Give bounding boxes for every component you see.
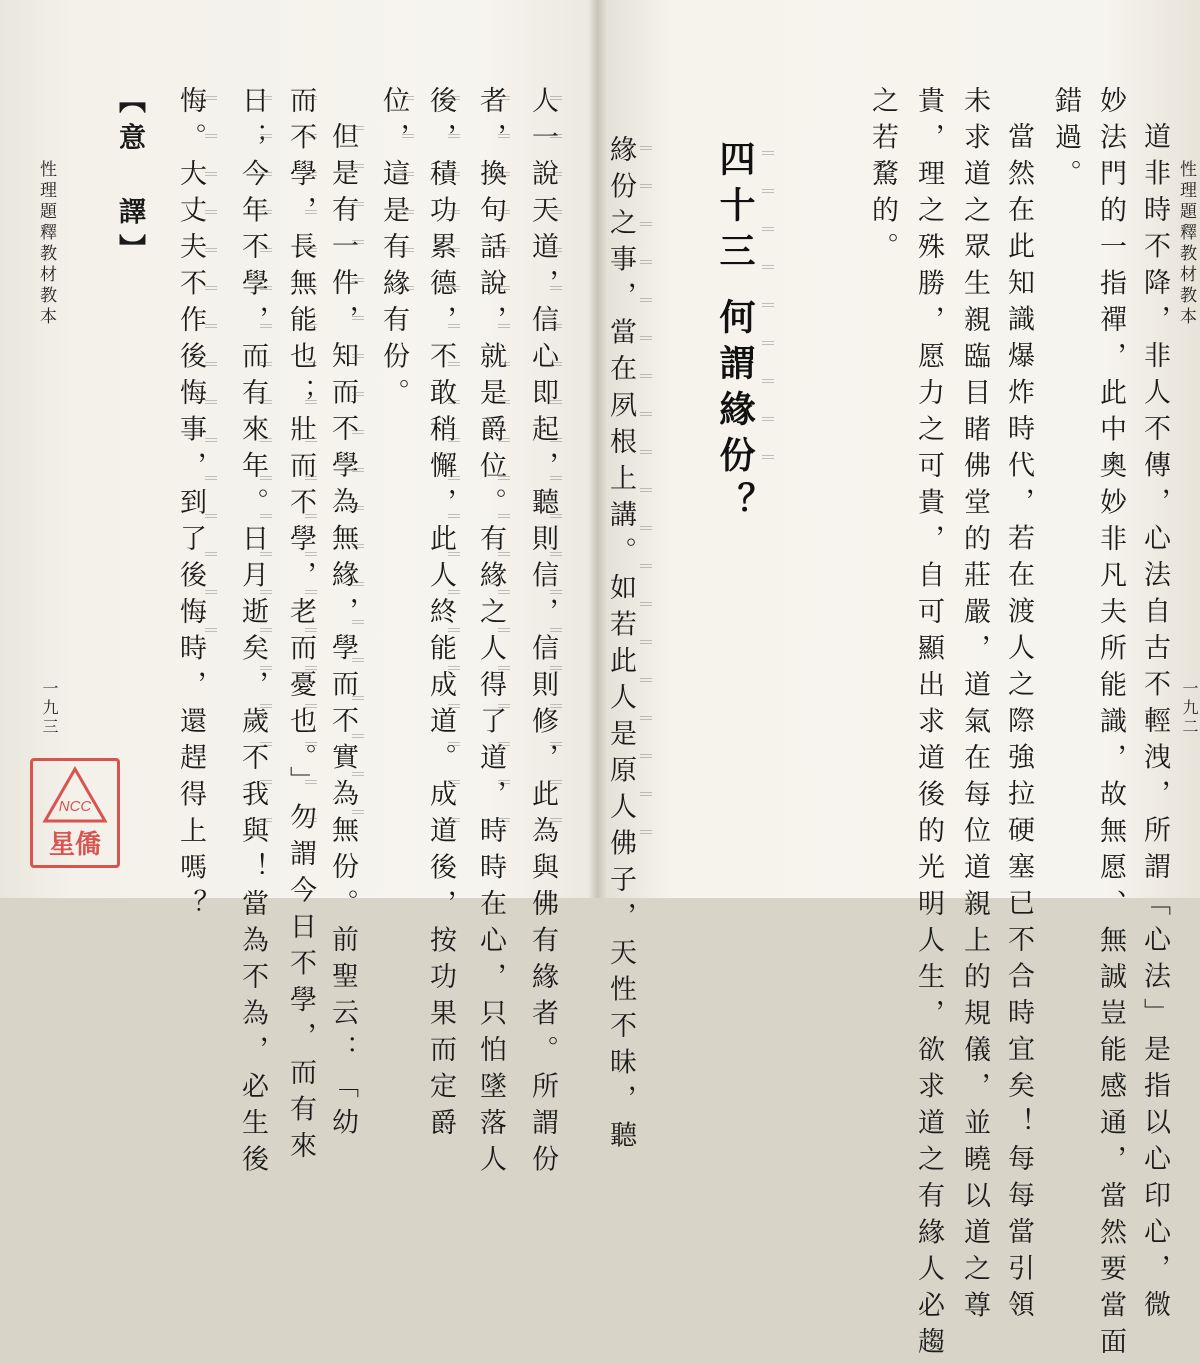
zhuyin-annotation: [550, 90, 562, 840]
left-page: [0, 0, 594, 1181]
text-column: 之若騖的。: [867, 86, 898, 269]
text-column: 位，這是有緣有份。: [378, 86, 409, 415]
running-head-right: 性理題釋教材教本: [1176, 160, 1196, 328]
svg-text:NCC: NCC: [58, 798, 92, 815]
zhuyin-annotation: [305, 90, 317, 840]
publisher-stamp: [30, 758, 120, 868]
text-column: 緣份之事，當在夙根上講。如若此人是原人佛子，天性不昧，聽: [605, 135, 636, 1157]
text-column: 但是有一件，知而不學為無緣，學而不實為無份。前聖云：「幼: [327, 122, 358, 1144]
zhuyin-annotation: [640, 140, 652, 840]
text-column: 妙法門的一指禪，此中奧妙非凡夫所能識，故無愿、無誠豈能感通，當然要當面: [1095, 86, 1126, 1364]
text-column: 當然在此知識爆炸時代，若在渡人之際強拉硬塞已不合時宜矣！每每當引領: [1003, 122, 1034, 1327]
text-column: 後，積功累德，不敢稍懈，此人終能成道。成道後，按功果而定爵: [425, 86, 456, 1145]
zhuyin-annotation: [448, 90, 460, 840]
folio-right: 一九二: [1180, 680, 1199, 737]
zhuyin-annotation: [498, 90, 510, 840]
zhuyin-annotation: [260, 90, 272, 840]
zhuyin-annotation: [762, 145, 774, 475]
zhuyin-annotation: [352, 120, 364, 840]
text-column: 未求道之眾生親臨目睹佛堂的莊嚴，道氣在每位道親上的規儀，並曉以道之尊: [959, 86, 990, 1327]
text-column: 道非時不降，非人不傳，心法自古不輕洩，所謂「心法」是指以心印心，微: [1139, 122, 1170, 1327]
chapter-heading-number: 四十三: [714, 140, 755, 278]
zhuyin-annotation: [402, 90, 414, 290]
chapter-heading-title: 何謂緣份？: [714, 298, 755, 528]
text-column: 者，換句話說，就是爵位。有緣之人得了道，時時在心，只怕墜落人: [475, 86, 506, 1181]
text-column: 悔。大丈夫不作後悔事，到了後悔時，還趕得上嗎？: [175, 86, 206, 926]
right-page: [600, 0, 1200, 1364]
text-column: 人一說天道，信心即起，聽則信，信則修，此為與佛有緣者。所謂份: [527, 86, 558, 1181]
text-column: 而不學，長無能也；壯而不學，老而憂也。」勿謂今日不學，而有來: [285, 86, 316, 1168]
text-column: 貴，理之殊勝，愿力之可貴，自可顯出求道後的光明人生，欲求道之有緣人必趨: [913, 86, 944, 1364]
folio-left: 一九三: [40, 680, 59, 737]
svg-text:星僑: 星僑: [48, 830, 102, 860]
zhuyin-annotation: [205, 90, 217, 650]
section-label: 【意 譯】: [114, 86, 145, 271]
stamp-logo-icon: [33, 761, 117, 865]
running-head-left: 性理題釋教材教本: [36, 160, 56, 328]
text-column: 日；今年不學，而有來年。日月逝矣，歲不我與！當為不為，必生後: [237, 86, 268, 1181]
text-column: 錯過。: [1050, 86, 1081, 196]
